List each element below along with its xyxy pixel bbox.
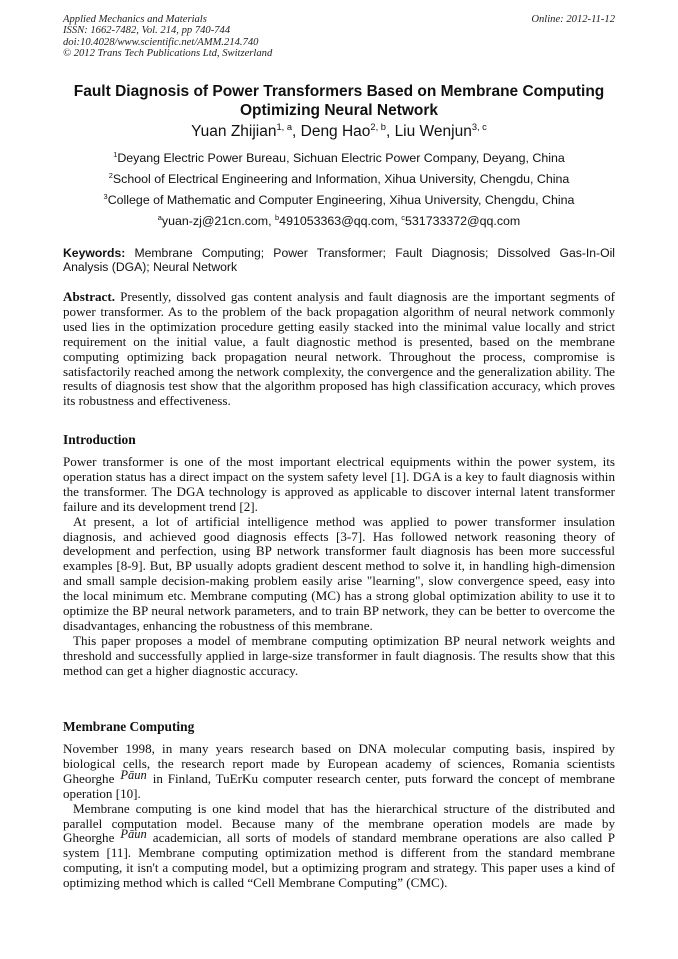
paragraph: This paper proposes a model of membrane computing optimization BP neural network weights and threshold and successfully applied in large-size transformer in fault diagnosis. The results show that this method can get a higher diagnostic accuracy. [63, 632, 615, 678]
author-affil-marker: 2, b [370, 121, 386, 132]
separator: , [394, 214, 402, 228]
paragraph [63, 802, 615, 891]
affil-marker: 3 [103, 191, 108, 201]
affiliations [50, 148, 628, 232]
email-link[interactable]: 531733372@qq.com [405, 214, 521, 228]
introduction-body [63, 455, 615, 679]
doi-line: doi:10.4028/www.scientific.net/AMM.214.740 [63, 36, 259, 48]
affil-text: School of Electrical Engineering and Information, Xihua University, Chengdu, China [112, 172, 570, 186]
separator: , [268, 214, 276, 228]
email-link[interactable]: 491053363@qq.com [279, 214, 395, 228]
abstract [63, 290, 615, 409]
affil-text: College of Mathematic and Computer Engineering, Xihua University, Chengdu, China [107, 193, 575, 207]
abstract-label: Abstract. [63, 289, 115, 304]
name-paun: Pāun [120, 767, 147, 782]
text: academician, all sorts of models of standard membrane operations are also called P system [11]. Membrane computing optimization method is different from the standard membrane computing, it isn't a computing model, but a optimizing program and strategy. This paper uses a kind of optimizing method which is called “Cell Membrane Computing” (CMC). [63, 830, 615, 891]
affil-text: Deyang Electric Power Bureau, Sichuan Electric Power Company, Deyang, China [117, 151, 565, 165]
online-date: Online: 2012-11-12 [531, 14, 615, 25]
journal-name: Applied Mechanics and Materials [63, 14, 207, 25]
keywords [63, 246, 615, 274]
affil-marker: 2 [108, 170, 113, 180]
email-link[interactable]: yuan-zj@21cn.com [161, 214, 269, 228]
keywords-label: Keywords: [63, 246, 126, 260]
affiliation [50, 169, 628, 190]
author-name: Deng Hao [300, 123, 371, 140]
section-heading-membrane-computing: Membrane Computing [63, 719, 195, 734]
name-paun: Pāun [120, 827, 147, 842]
separator: , [292, 123, 301, 140]
author-list [50, 122, 628, 141]
affiliation [50, 190, 628, 211]
author-affil-marker: 3, c [471, 121, 487, 132]
paragraph: At present, a lot of artificial intelligence method was applied to power transformer insulation diagnosis, and achieved good diagnosis effects [3-7]. Has followed network reasoning theory of development and perfection, using BP network transformer fault diagnosis has been more successful examples [8-9]. But, BP usually adopts gradient descent method to solve it, in handling high-dimension and small sample decision-making problem easily arise "learning", slow convergence speed, easy into the local minimum etc. Membrane computing (MC) has a strong global optimization ability to use it to optimize the BP neural network parameters, and to train BP network, they can be better to overcome the disadvantages, enhancing the robustness of this membrane. [63, 513, 615, 633]
section-heading-introduction: Introduction [63, 432, 136, 447]
issn-line: ISSN: 1662-7482, Vol. 214, pp 740-744 [63, 25, 231, 37]
author-affil-marker: 1, a [276, 121, 292, 132]
abstract-text: Presently, dissolved gas content analysis and fault diagnosis are the important segments of power transformer. As to the problem of the back propagation algorithm of neural network commonly used lies in the optimization procedure getting easily stacked into the minimal value locally and strict requirement on the initial value, a fault diagnostic method is presented, based on the membrane computing optimizing back propagation neural network. Throughout the process, compromise is satisfactorily reached among the network complexity, the convergence and the generalization ability. The results of diagnosis test show that the algorithm proposed has high classification accuracy, which proves its robustness and effectiveness. [63, 289, 615, 409]
email-marker: b [275, 212, 280, 222]
separator: , [385, 123, 395, 140]
email-list [50, 211, 628, 232]
text: Membrane computing is one kind model that has the hierarchical structure of the distributed and parallel computation model. Because many of the membrane operation models are made by Gheorghe [63, 800, 615, 846]
journal-header [63, 14, 272, 60]
paragraph: Power transformer is one of the most important electrical equipments within the power system, its operation status has a direct impact on the system safety level [1]. DGA is a key to fault diagnosis within the transformer. The DGA technology is approved as applicable to discover internal latent transformer failure and its development trend [2]. [63, 454, 615, 514]
author-name: Yuan Zhijian [191, 123, 277, 140]
keywords-text: Membrane Computing; Power Transformer; Fault Diagnosis; Dissolved Gas-In-Oil Analysis (DGA); Neural Network [63, 246, 615, 274]
affil-marker: 1 [113, 149, 118, 159]
text: November 1998, in many years research based on DNA molecular computing basis, inspired by biological cells, the research report made by European academy of sciences, Romania scientists Gheorghe [63, 741, 615, 786]
text: in Finland, TuErKu computer research center, puts forward the concept of membrane operation [10]. [63, 770, 615, 801]
copyright-line: © 2012 Trans Tech Publications Ltd, Switzerland [63, 48, 273, 60]
paragraph [63, 742, 615, 802]
title-line-2: Optimizing Neural Network [239, 102, 439, 119]
membrane-computing-body [63, 742, 615, 891]
paper-title [50, 82, 628, 120]
author-name: Liu Wenjun [394, 123, 472, 140]
affiliation [50, 148, 628, 169]
email-marker: c [401, 212, 406, 222]
email-marker: a [157, 212, 162, 222]
title-line-1: Fault Diagnosis of Power Transformers Based on Membrane Computing [73, 83, 605, 100]
